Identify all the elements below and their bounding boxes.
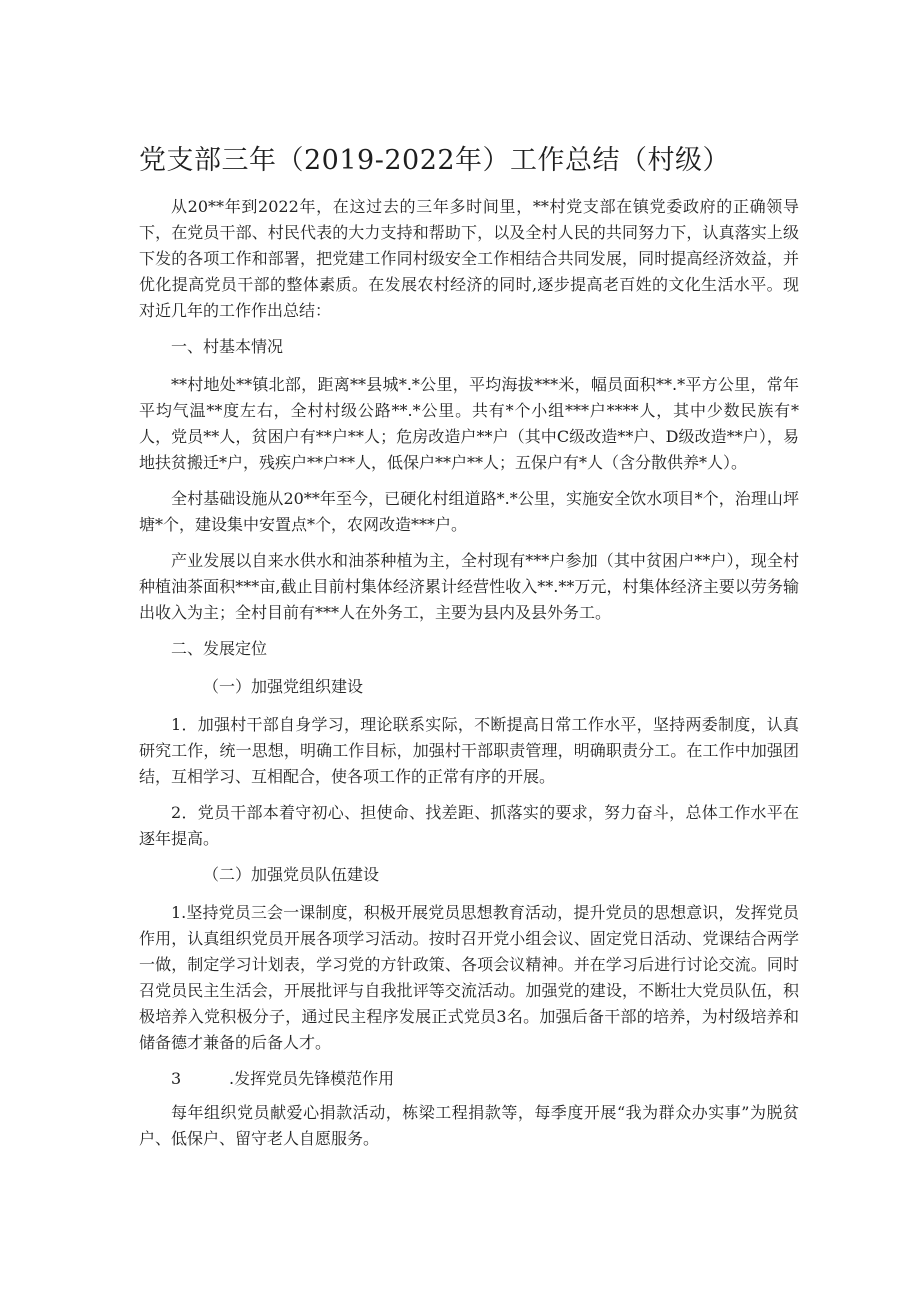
subsection-heading-member-team: （二）加强党员队伍建设	[203, 865, 380, 884]
industry-paragraph: 产业发展以自来水供水和油茶种植为主，全村现有***户参加（其中贫困户**户），现全村种植油茶面积***亩,截止目前村集体经济累计经营性收入**.**万元，村集体经济主要以劳务输出收入为主；全村目前有***人在外务工，主要为县内及县外务工。	[139, 551, 799, 622]
section-heading-development: 二、发展定位	[171, 639, 268, 658]
member-team-item-3-heading	[139, 1066, 799, 1092]
item-number: 3	[171, 1069, 182, 1088]
item-heading-text: .发挥党员先锋模范作用	[229, 1069, 395, 1088]
intro-paragraph: 从20**年到2022年，在这过去的三年多时间里，**村党支部在镇党委政府的正确领导下，在党员干部、村民代表的大力支持和帮助下，以及全村人民的共同努力下，认真落实上级下发的各项工作和部署，把党建工作同村级安全工作相结合共同发展，同时提高经济效益，并优化提高党员干部的整体素质。在发展农村经济的同时,逐步提高老百姓的文化生活水平。现对近几年的工作作出总结：	[139, 197, 799, 320]
document-title: 党支部三年（2019-2022年）工作总结（村级）	[139, 145, 731, 176]
document-body	[139, 194, 799, 1162]
section-heading-basic-info: 一、村基本情况	[171, 337, 284, 356]
member-team-item-3-body: 每年组织党员献爱心捐款活动，栋梁工程捐款等，每季度开展“我为群众办实事”为脱贫户、低保户、留守老人自愿服务。	[139, 1103, 799, 1148]
subsection-heading-party-org: （一）加强党组织建设	[203, 677, 364, 696]
basic-info-paragraph: **村地处**镇北部，距离**县城*.*公里，平均海拔***米，幅员面积**.*平方公里，常年平均气温**度左右，全村村级公路**.*公里。共有*个小组***户****人，其中少数民族有*人，党员**人，贫困户有**户**人；危房改造户**户（其中C级改造**户、D级改造**户），易地扶贫搬迁*户，残疾户**户**人，低保户**户**人；五保户有*人（含分散供养*人）。	[139, 375, 799, 472]
party-org-item-2: 2．党员干部本着守初心、担使命、找差距、抓落实的要求，努力奋斗，总体工作水平在逐年提高。	[139, 803, 799, 848]
party-org-item-1: 1．加强村干部自身学习，理论联系实际，不断提高日常工作水平，坚持两委制度，认真研究工作，统一思想，明确工作目标，加强村干部职责管理，明确职责分工。在工作中加强团结，互相学习、互相配合，使各项工作的正常有序的开展。	[139, 715, 799, 786]
infrastructure-paragraph: 全村基础设施从20**年至今，已硬化村组道路*.*公里，实施安全饮水项目*个，治理山坪塘*个，建设集中安置点*个，农网改造***户。	[139, 489, 799, 534]
member-team-item-1: 1.坚持党员三会一课制度，积极开展党员思想教育活动，提升党员的思想意识，发挥党员作用，认真组织党员开展各项学习活动。按时召开党小组会议、固定党日活动、党课结合两学一做，制定学习计划表，学习党的方针政策、各项会议精神。并在学习后进行讨论交流。同时召党员民主生活会，开展批评与自我批评等交流活动。加强党的建设，不断壮大党员队伍，积极培养入党积极分子，通过民主程序发展正式党员3名。加强后备干部的培养，为村级培养和储备德才兼备的后备人才。	[139, 903, 799, 1052]
